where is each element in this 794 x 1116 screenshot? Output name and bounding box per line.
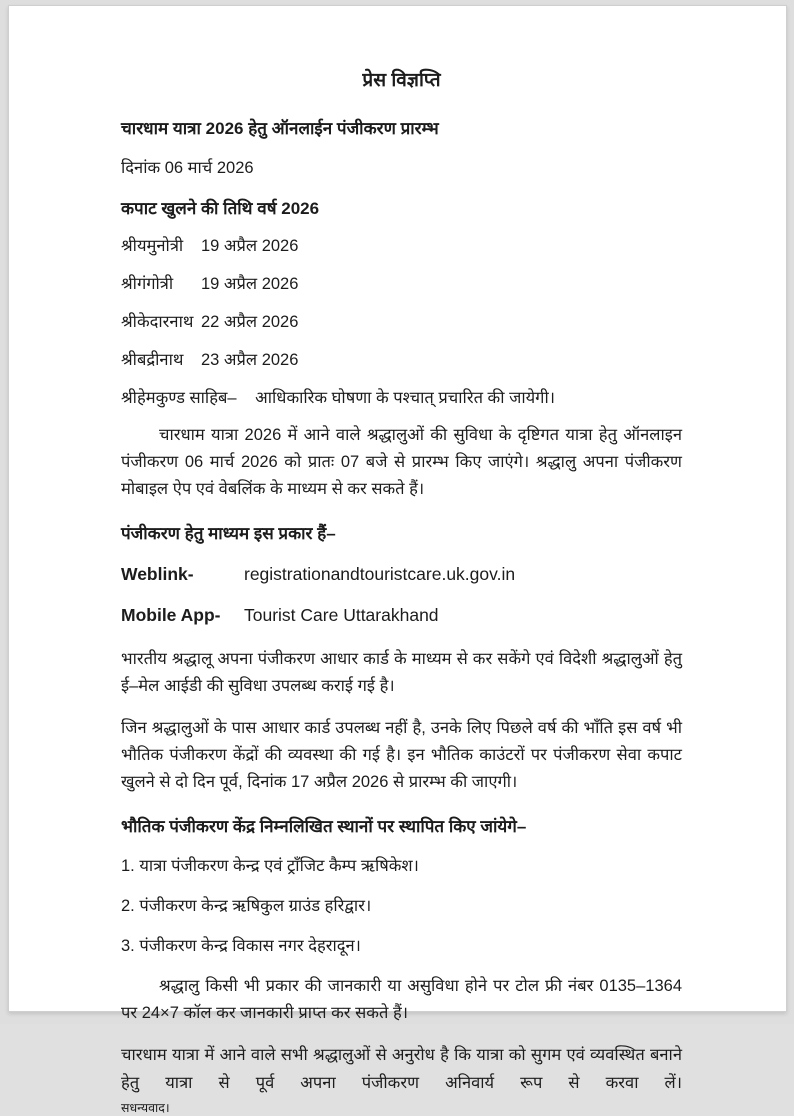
mobile-app-name: Tourist Care Uttarakhand bbox=[244, 605, 439, 626]
shrine-name: श्रीकेदारनाथ bbox=[121, 313, 194, 331]
press-release-title: प्रेस विज्ञप्ति bbox=[362, 70, 441, 91]
document-date: दिनांक 06 मार्च 2026 bbox=[121, 159, 254, 177]
center-item: 2. पंजीकरण केन्द्र ऋषिकुल ग्राउंड हरिद्वार। bbox=[121, 897, 372, 916]
paragraph-physical-counters: जिन श्रद्धालुओं के पास आधार कार्ड उपलब्ध नहीं है, उनके लिए पिछले वर्ष की भाँति इस वर्ष भी भौतिक पंजीकरण केंद्रों की व्यवस्था की गई है। इन भौतिक काउंटरों पर पंजीकरण सेवा कपाट खुलने से दो दिन पूर्व, दिनांक 17 अप्रैल 2026 से प्रारम्भ की जाएगी। bbox=[121, 719, 682, 792]
hemkund-note-text: आधिकारिक घोषणा के पश्चात् प्रचारित की जायेगी। bbox=[255, 389, 555, 407]
weblink-url: registrationandtouristcare.uk.gov.in bbox=[244, 564, 516, 585]
hemkund-shrine-name: श्रीहेमकुण्ड साहिब– bbox=[121, 389, 237, 407]
document-content bbox=[9, 6, 786, 1116]
mobile-app-label: Mobile App- bbox=[121, 605, 221, 626]
center-item: 1. यात्रा पंजीकरण केन्द्र एवं ट्रॉंजिट कैम्प ऋषिकेश। bbox=[121, 857, 419, 876]
hemkund-note bbox=[121, 385, 682, 408]
shrine-opening-date: 19 अप्रैल 2026 bbox=[201, 275, 299, 293]
paragraph-aadhaar-email: भारतीय श्रद्धालू अपना पंजीकरण आधार कार्ड के माध्यम से कर सकेंगे एवं विदेशी श्रद्धालुओं हेतु ई–मेल आईडी की सुविधा उपलब्ध कराई गई है। bbox=[121, 650, 682, 696]
shrine-opening-date: 22 अप्रैल 2026 bbox=[201, 313, 299, 331]
shrine-opening-date: 19 अप्रैल 2026 bbox=[201, 237, 299, 255]
opening-dates-heading: कपाट खुलने की तिथि वर्ष 2026 bbox=[121, 199, 320, 218]
shrine-name: श्रीगंगोत्री bbox=[121, 275, 174, 293]
shrine-name: श्रीबद्रीनाथ bbox=[121, 351, 184, 369]
centers-heading: भौतिक पंजीकरण केंद्र निम्नलिखित स्थानों पर स्थापित किए जांयेगे– bbox=[121, 817, 527, 837]
paragraph-tollfree: श्रद्धालु किसी भी प्रकार की जानकारी या असुविधा होने पर टोल फ्री नंबर 0135–1364 पर 24×7 कॉल कर जानकारी प्राप्त कर सकते हैं। bbox=[121, 977, 682, 1023]
shrine-date-row bbox=[121, 271, 682, 294]
closing-thanks: सधन्यवाद। bbox=[121, 1100, 170, 1115]
shrine-name: श्रीयमुनोत्री bbox=[121, 237, 184, 255]
document-heading: चारधाम यात्रा 2026 हेतु ऑनलाईन पंजीकरण प्रारम्भ bbox=[121, 119, 439, 138]
paragraph-request: चारधाम यात्रा में आने वाले सभी श्रद्धालुओं से अनुरोध है कि यात्रा को सुगम एवं व्यवस्थित बनाने हेतु यात्रा से पूर्व अपना पंजीकरण अनिवार्य रूप से करवा लें। bbox=[121, 1046, 682, 1092]
document-page bbox=[8, 5, 787, 1115]
paragraph-online-registration: चारधाम यात्रा 2026 में आने वाले श्रद्धालुओं की सुविधा के दृष्टिगत यात्रा हेतु ऑनलाइन पंजीकरण 06 मार्च 2026 को प्रातः 07 बजे से प्रारम्भ किए जाएंगे। श्रद्धालु अपना पंजीकरण मोबाइल ऐप एवं वेबलिंक के माध्यम से कर सकते हैं। bbox=[121, 426, 682, 499]
weblink-row bbox=[121, 564, 682, 585]
shrine-date-row bbox=[121, 233, 682, 256]
shrine-date-row bbox=[121, 347, 682, 370]
shrine-date-row bbox=[121, 309, 682, 332]
weblink-label: Weblink- bbox=[121, 564, 194, 585]
center-item: 3. पंजीकरण केन्द्र विकास नगर देहरादून। bbox=[121, 937, 361, 956]
shrine-opening-date: 23 अप्रैल 2026 bbox=[201, 351, 299, 369]
registration-medium-heading: पंजीकरण हेतु माध्यम इस प्रकार हैं– bbox=[121, 524, 336, 544]
mobile-app-row bbox=[121, 605, 682, 626]
